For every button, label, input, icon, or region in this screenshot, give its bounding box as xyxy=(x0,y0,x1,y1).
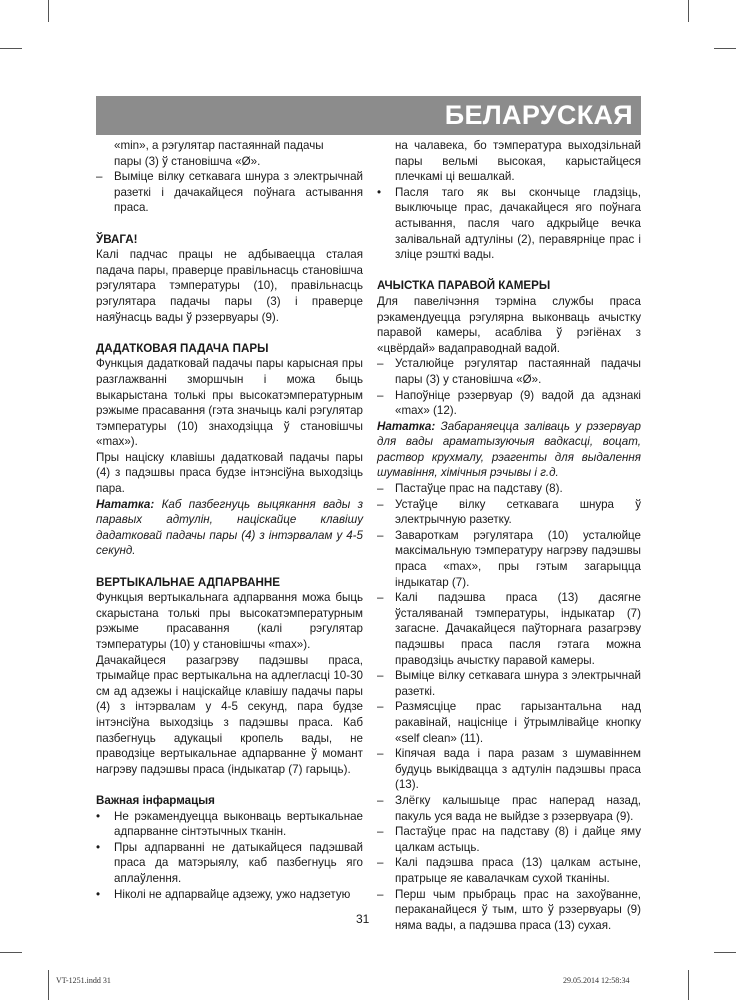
list-item: – Перш чым прыбраць прас на захоўванне, пераканайцеся ў тым, што ў рэзервуары (9) няма вады, а падэшва праса (13) сухая. xyxy=(377,887,641,932)
list-item: – Калі падэшва праса (13) цалкам астыне, пратрыце яе кавалачкам сухой тканіны. xyxy=(377,856,641,885)
section-heading: ВЕРТЫКАЛЬНАЕ АДПАРВАННЕ xyxy=(96,575,281,589)
section-heading: АЧЫСТКА ПАРАВОЙ КАМЕРЫ xyxy=(377,279,551,293)
section-heading: ДАДАТКОВАЯ ПАДАЧА ПАРЫ xyxy=(96,341,269,355)
crop-mark xyxy=(688,970,689,1000)
paragraph: Для павелічэння тэрміна службы праса рэкамендуецца рэгулярна выконваць ачыстку паравой камеры, асабліва ў рэгіёнах з «цвёрдай» вадаправоднай вадой. xyxy=(377,294,641,355)
section-heading: Важная інфармацыя xyxy=(96,793,215,807)
crop-mark xyxy=(688,0,689,22)
paragraph: Функцыя вертыкальнага адпарвання можа быць скарыстана толькі пры высокатэмпературным рэжыме прасавання (калі рэгулятар тэмпературы (10) у становішчы «max»). xyxy=(96,591,363,651)
intro-line: «min», а рэгулятар пастаяннай падачы xyxy=(114,139,324,152)
list-item: • Пры адпарванні не датыкайцеся падэшвай праса да матэрыялу, каб пазбегнуць яго аплаўлення. xyxy=(96,840,363,885)
crop-mark xyxy=(714,952,736,953)
language-banner xyxy=(96,96,641,135)
warning-text: Калі падчас працы не адбываецца сталая падача пары, праверце правільнасць становішча рэгулятара тэмпературы (10), правільнасць рэгулятара падачы пары (3) і праверце наяўнасць вады ў рэзервуары (9). xyxy=(96,248,363,324)
list-item: – Выміце вілку сеткавага шнура з электрычнай разеткі і дачакайцеся поўнага астывання праса. xyxy=(96,170,363,215)
paragraph: Дачакайцеся разагрэву падэшвы праса, трымайце прас вертыкальна на адлегласці 10-30 см ад адзежы і націскайце клавішу падачы пары (4) з інтэрвалам у 4-5 секунд, пара будзе інтэнсіўна выходзіць з падэшвы праса. Каб пазбегнуць адукацыі кропель вады, не праводзіце вертыкальнае адпарванне ў момант нагрэву падэшвы праса (індыкатар (7) гарыць). xyxy=(96,653,363,776)
list-item: – Выміце вілку сеткавага шнура з электрычнай разеткі. xyxy=(377,669,641,698)
note: Нататка: Забараняецца заліваць у рэзервуар для вады араматызуючыя вадкасці, воцат, раствор крухмалу, рэагенты для выдалення шумавіння, хімічныя рэчывы і г.д. xyxy=(377,419,641,480)
list-item: – Пастаўце прас на падставу (8) і дайце яму цалкам астыць. xyxy=(377,825,641,854)
crop-mark xyxy=(48,970,49,1000)
left-column xyxy=(96,138,363,902)
list-item: • Не рэкамендуецца выконваць вертыкальнае адпарванне сінтэтычных тканін. xyxy=(96,809,363,839)
intro-line: пары (3) ў становішча «Ø». xyxy=(114,154,261,168)
note: Нататка: Каб пазбегнуць выцякання вады з паравых адтулін, націскайце клавішу дадатковай падачы пары (4) з інтэрвалам у 4-5 секунд. xyxy=(96,497,363,558)
list-item: • Пасля таго як вы скончыце гладзіць, выключыце прас, дачакайцеся яго поўнага астывання, пасля чаго адкрыйце вечка залівальнай адтуліны (2), перавярніце прас і зліце рэшткі вады. xyxy=(377,185,641,262)
paragraph: на чалавека, бо тэмпература выходзільнай пары вельмі высокая, карыстайцеся плечкамі ці вешалкай. xyxy=(395,139,641,184)
footer-file-info: VT-1251.indd 31 xyxy=(56,976,111,985)
list-item: – Калі падэшва праса (13) дасягне ўсталяванай тэмпературы, індыкатар (7) загасне. Дачакайцеся паўторнага разагрэву падэшвы праса пасля гэтага можна праводзіць ачыстку паравой камеры. xyxy=(377,591,641,667)
list-item: – Завароткам рэгулятара (10) усталюйце максімальную тэмпературу нагрэву падэшвы праса «max», пры гэтым загарыцца індыкатар (7). xyxy=(377,528,641,589)
crop-mark xyxy=(0,48,22,49)
footer-date-info: 29.05.2014 12:58:34 xyxy=(563,976,630,985)
list-item: • Ніколі не адпарвайце адзежу, ужо надзетую xyxy=(96,887,351,901)
list-item: – Напоўніце рэзервуар (9) вадой да адзнакі «max» (12). xyxy=(377,388,641,418)
list-item: – Кіпячая вада і пара разам з шумавіннем будуць выкідвацца з адтулін падэшвы праса (13). xyxy=(377,747,641,792)
page-number: 31 xyxy=(356,912,370,926)
list-item: – Злёгку калышыце прас наперад назад, пакуль уся вада не выйдзе з рэзервуара (9). xyxy=(377,793,641,823)
list-item: – Пастаўце прас на падставу (8). xyxy=(377,482,563,496)
paragraph: Функцыя дадатковай падачы пары карысная пры разглажванні зморшчын і можа быць выкарыстана толькі пры высокатэмпературным рэжыме прасавання (гэта значыць калі рэгулятар тэмпературы (10) знаходзіцца ў становішчы «max»). xyxy=(96,357,363,449)
list-item: – Усталюйце рэгулятар пастаяннай падачы пары (3) у становішча «Ø». xyxy=(377,357,641,386)
crop-mark xyxy=(48,0,49,22)
crop-mark xyxy=(714,48,736,49)
language-title: БЕЛАРУСКАЯ xyxy=(444,100,633,130)
right-column xyxy=(377,138,641,933)
crop-mark xyxy=(0,952,22,953)
warning-heading: ЎВАГА! xyxy=(96,232,138,246)
list-item: – Устаўце вілку сеткавага шнура ў электрычную разетку. xyxy=(377,497,641,527)
paragraph: Пры націску клавішы дадатковай падачы пары (4) з падэшвы праса будзе інтэнсіўна выходзіць пара. xyxy=(96,450,363,496)
list-item: – Размясціце прас гарызантальна над ракавінай, націсніце і ўтрымлівайце кнопку «self clean» (11). xyxy=(377,700,641,745)
